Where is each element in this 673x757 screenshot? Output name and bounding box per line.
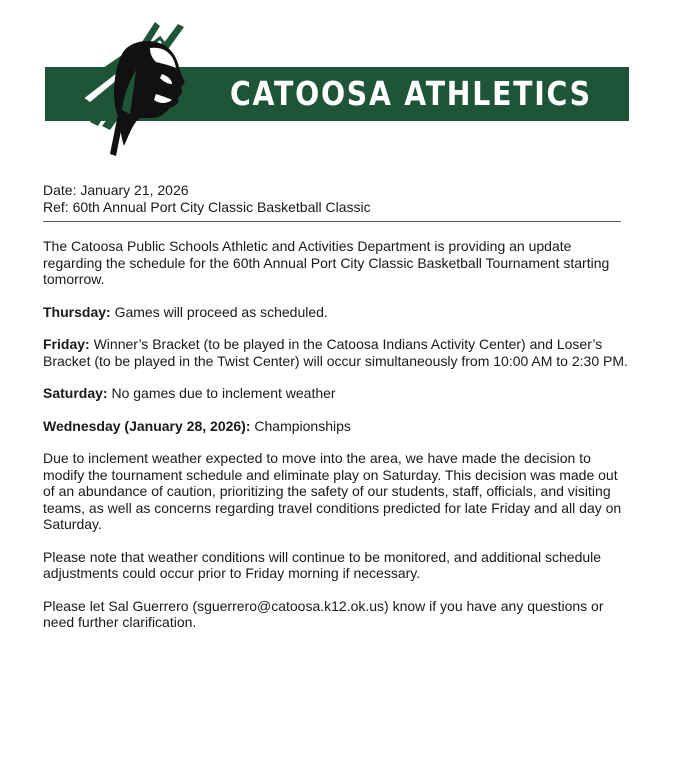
schedule-day-text: No games due to inclement weather	[107, 385, 336, 401]
banner-title: CATOOSA ATHLETICS	[230, 74, 592, 113]
contact-paragraph: Please let Sal Guerrero (sguerrero@catoosa.k12.ok.us) know if you have any questions or need further clarification.	[43, 597, 604, 630]
schedule-friday	[43, 336, 633, 369]
letter-date: Date: January 21, 2026	[43, 182, 189, 198]
schedule-saturday	[43, 385, 633, 402]
schedule-day-label: Friday:	[43, 336, 90, 352]
letter-body	[43, 182, 633, 631]
schedule-day-label: Saturday:	[43, 385, 108, 401]
catoosa-indian-head-logo	[60, 14, 200, 162]
letter-ref: Ref: 60th Annual Port City Classic Basketball Classic	[43, 198, 371, 215]
monitor-paragraph: Please note that weather conditions will continue to be monitored, and additional schedule adjustments could occur prior to Friday morning if necessary.	[43, 548, 602, 581]
schedule-day-label: Thursday:	[43, 303, 111, 320]
intro-paragraph: The Catoosa Public Schools Athletic and Activities Department is providing an update regarding the schedule for the 60th Annual Port City Classic Basketball Tournament starting tomorrow.	[43, 238, 610, 287]
letterhead	[0, 0, 673, 170]
schedule-day-label: Wednesday (January 28, 2026):	[43, 417, 251, 434]
schedule-day-text: Championships	[250, 417, 351, 434]
schedule-day-text: Winner’s Bracket (to be played in the Catoosa Indians Activity Center) and Loser’s Bracket (to be played in the Twist Center) will occur simultaneously from 10:00 AM to 2:30 PM.	[43, 336, 628, 369]
divider-rule	[43, 221, 621, 222]
schedule-day-text: Games will proceed as scheduled.	[110, 303, 328, 320]
reason-paragraph: Due to inclement weather expected to move into the area, we have made the decision to modify the tournament schedule and eliminate play on Saturday. This decision was made out of an abundance of caution, prioritizing the safety of our students, staff, officials, and visiting teams, as well as concerns regarding travel conditions predicted for late Friday and all day on Saturday.	[43, 450, 622, 532]
schedule-wednesday	[43, 418, 633, 435]
schedule-thursday	[43, 304, 633, 321]
